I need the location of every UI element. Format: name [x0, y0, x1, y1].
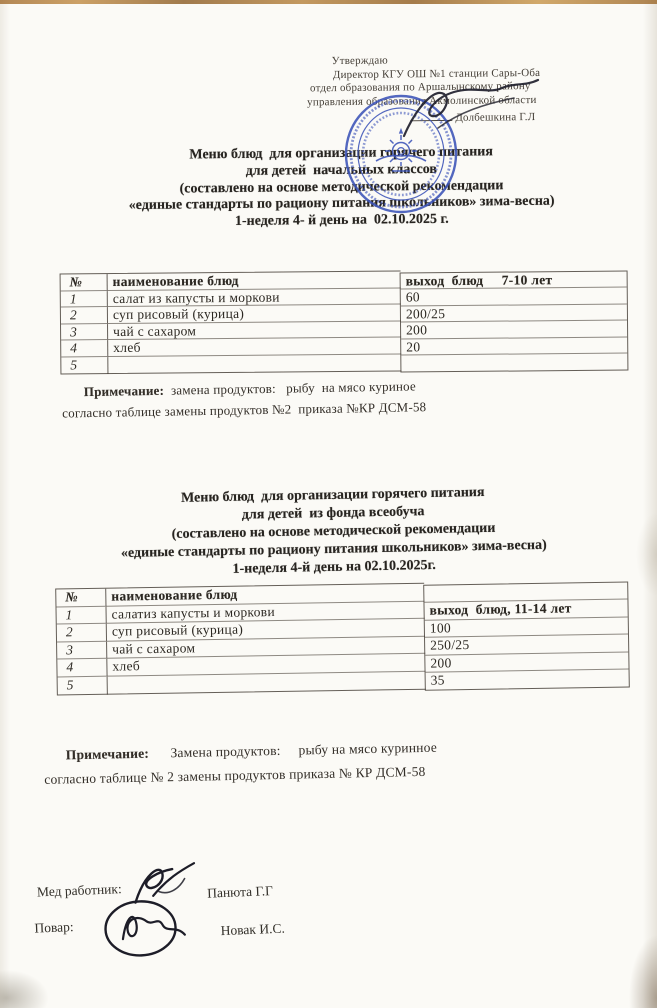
row-num: 5 [58, 677, 108, 695]
dish-cell: хлеб [107, 654, 425, 677]
dish-cell [108, 672, 426, 695]
output-cell: 100 [425, 617, 628, 638]
row-num: 3 [61, 324, 108, 341]
dish-cell: суп рисовый (курица) [107, 619, 425, 642]
output-cell: 200/25 [401, 304, 627, 322]
menu-table-7-10 [60, 269, 628, 375]
menu-table-11-14 [55, 580, 629, 696]
approval-line: Директор КГУ ОШ №1 станции Сары-Оба [332, 66, 541, 81]
table-left-columns [60, 271, 402, 375]
col-header-num: № [56, 589, 106, 607]
col-header-num: № [61, 274, 108, 291]
table-left-columns [55, 583, 426, 696]
row-num: 1 [56, 606, 106, 624]
output-cell: 200 [425, 652, 628, 673]
title-line: 1-неделя 4- й день на 02.10.2025 г. [234, 211, 449, 230]
title-line: для детей начальных классов [245, 161, 438, 179]
dish-cell: чай с сахаром [107, 636, 425, 659]
dish-cell: хлеб [108, 338, 401, 357]
output-cell [401, 353, 627, 371]
dish-cell: салат из капусты и моркови [108, 288, 401, 307]
output-cell: 200 [401, 321, 627, 339]
output-cell: 250/25 [425, 635, 628, 656]
approval-line: управления образования Акмолинской области [307, 93, 537, 108]
note-text: замена продуктов: рыбу на мясо куриное [163, 378, 417, 398]
note-label: Примечание: [65, 745, 150, 763]
output-cell: 20 [401, 337, 627, 355]
col-header-output: выход блюд, 11-14 лет [424, 600, 627, 621]
approval-line: Утверждаю [331, 54, 388, 68]
director-name: Долбешкина Г.Л [455, 111, 536, 124]
signature-block [28, 847, 373, 981]
row-num: 2 [57, 624, 107, 642]
cook-name: Новак И.С. [220, 920, 286, 939]
row-num: 3 [57, 641, 107, 659]
title-line: для детей из фонда всеобуча [241, 504, 425, 523]
row-num: 5 [61, 357, 108, 374]
note-label: Примечание: [83, 382, 165, 400]
col-header-dish: наименование блюд [106, 584, 424, 607]
title-line: «единые стандарты по рациону питания школьников» зима-весна) [120, 537, 547, 561]
title-line: Меню блюд для организации горячего питания [189, 144, 493, 163]
title-line: 1-неделя 4-й день на 02.10.2025г. [232, 557, 436, 577]
col-header-output: выход блюд 7-10 лет [401, 272, 627, 290]
dish-cell [108, 354, 401, 373]
note-1 [62, 372, 583, 423]
table-output-column [400, 271, 629, 373]
approval-line: отдел образования по Аршалынскому району [309, 80, 531, 95]
row-num: 4 [61, 340, 108, 357]
output-cell: 35 [430, 672, 445, 688]
title-line: (составлено на основе методической рекомендации [171, 520, 496, 543]
menu-title-primary-classes [0, 143, 657, 234]
note-text: Замена продуктов: рыбу на мясо куринное [148, 739, 438, 761]
menu-title-vseobuch [0, 481, 657, 584]
note-line: согласно таблице № 2 замены продуктов приказа № КР ДСМ-58 [44, 763, 426, 787]
output-cell: 60 [401, 288, 627, 306]
med-worker-label: Мед работник: [36, 881, 122, 900]
title-line: (составлено на основе методической рекомендации [179, 177, 504, 197]
table-output-column [423, 581, 630, 691]
row-num: 2 [61, 307, 108, 324]
title-line: «единые стандарты по рациону питания школьников» зима-весна) [128, 194, 555, 214]
note-line: согласно таблице замены продуктов №2 приказа №КР ДСМ-58 [62, 399, 427, 421]
director-signature [398, 76, 548, 150]
dish-cell: салатиз капусты и моркови [106, 601, 424, 624]
cook-signature [99, 894, 189, 961]
row-num: 4 [57, 659, 107, 677]
note-2 [44, 732, 605, 792]
med-worker-name: Панюта Г.Г [206, 883, 274, 901]
dish-cell: чай с сахаром [108, 321, 401, 340]
col-header-dish: наименование блюд [108, 272, 401, 291]
row-num: 1 [61, 291, 108, 308]
dish-cell: суп рисовый (курица) [108, 305, 401, 324]
cook-label: Повар: [34, 919, 74, 936]
scan-top-edge [0, 0, 657, 4]
title-line: Меню блюд для организации горячего питания [180, 484, 485, 506]
